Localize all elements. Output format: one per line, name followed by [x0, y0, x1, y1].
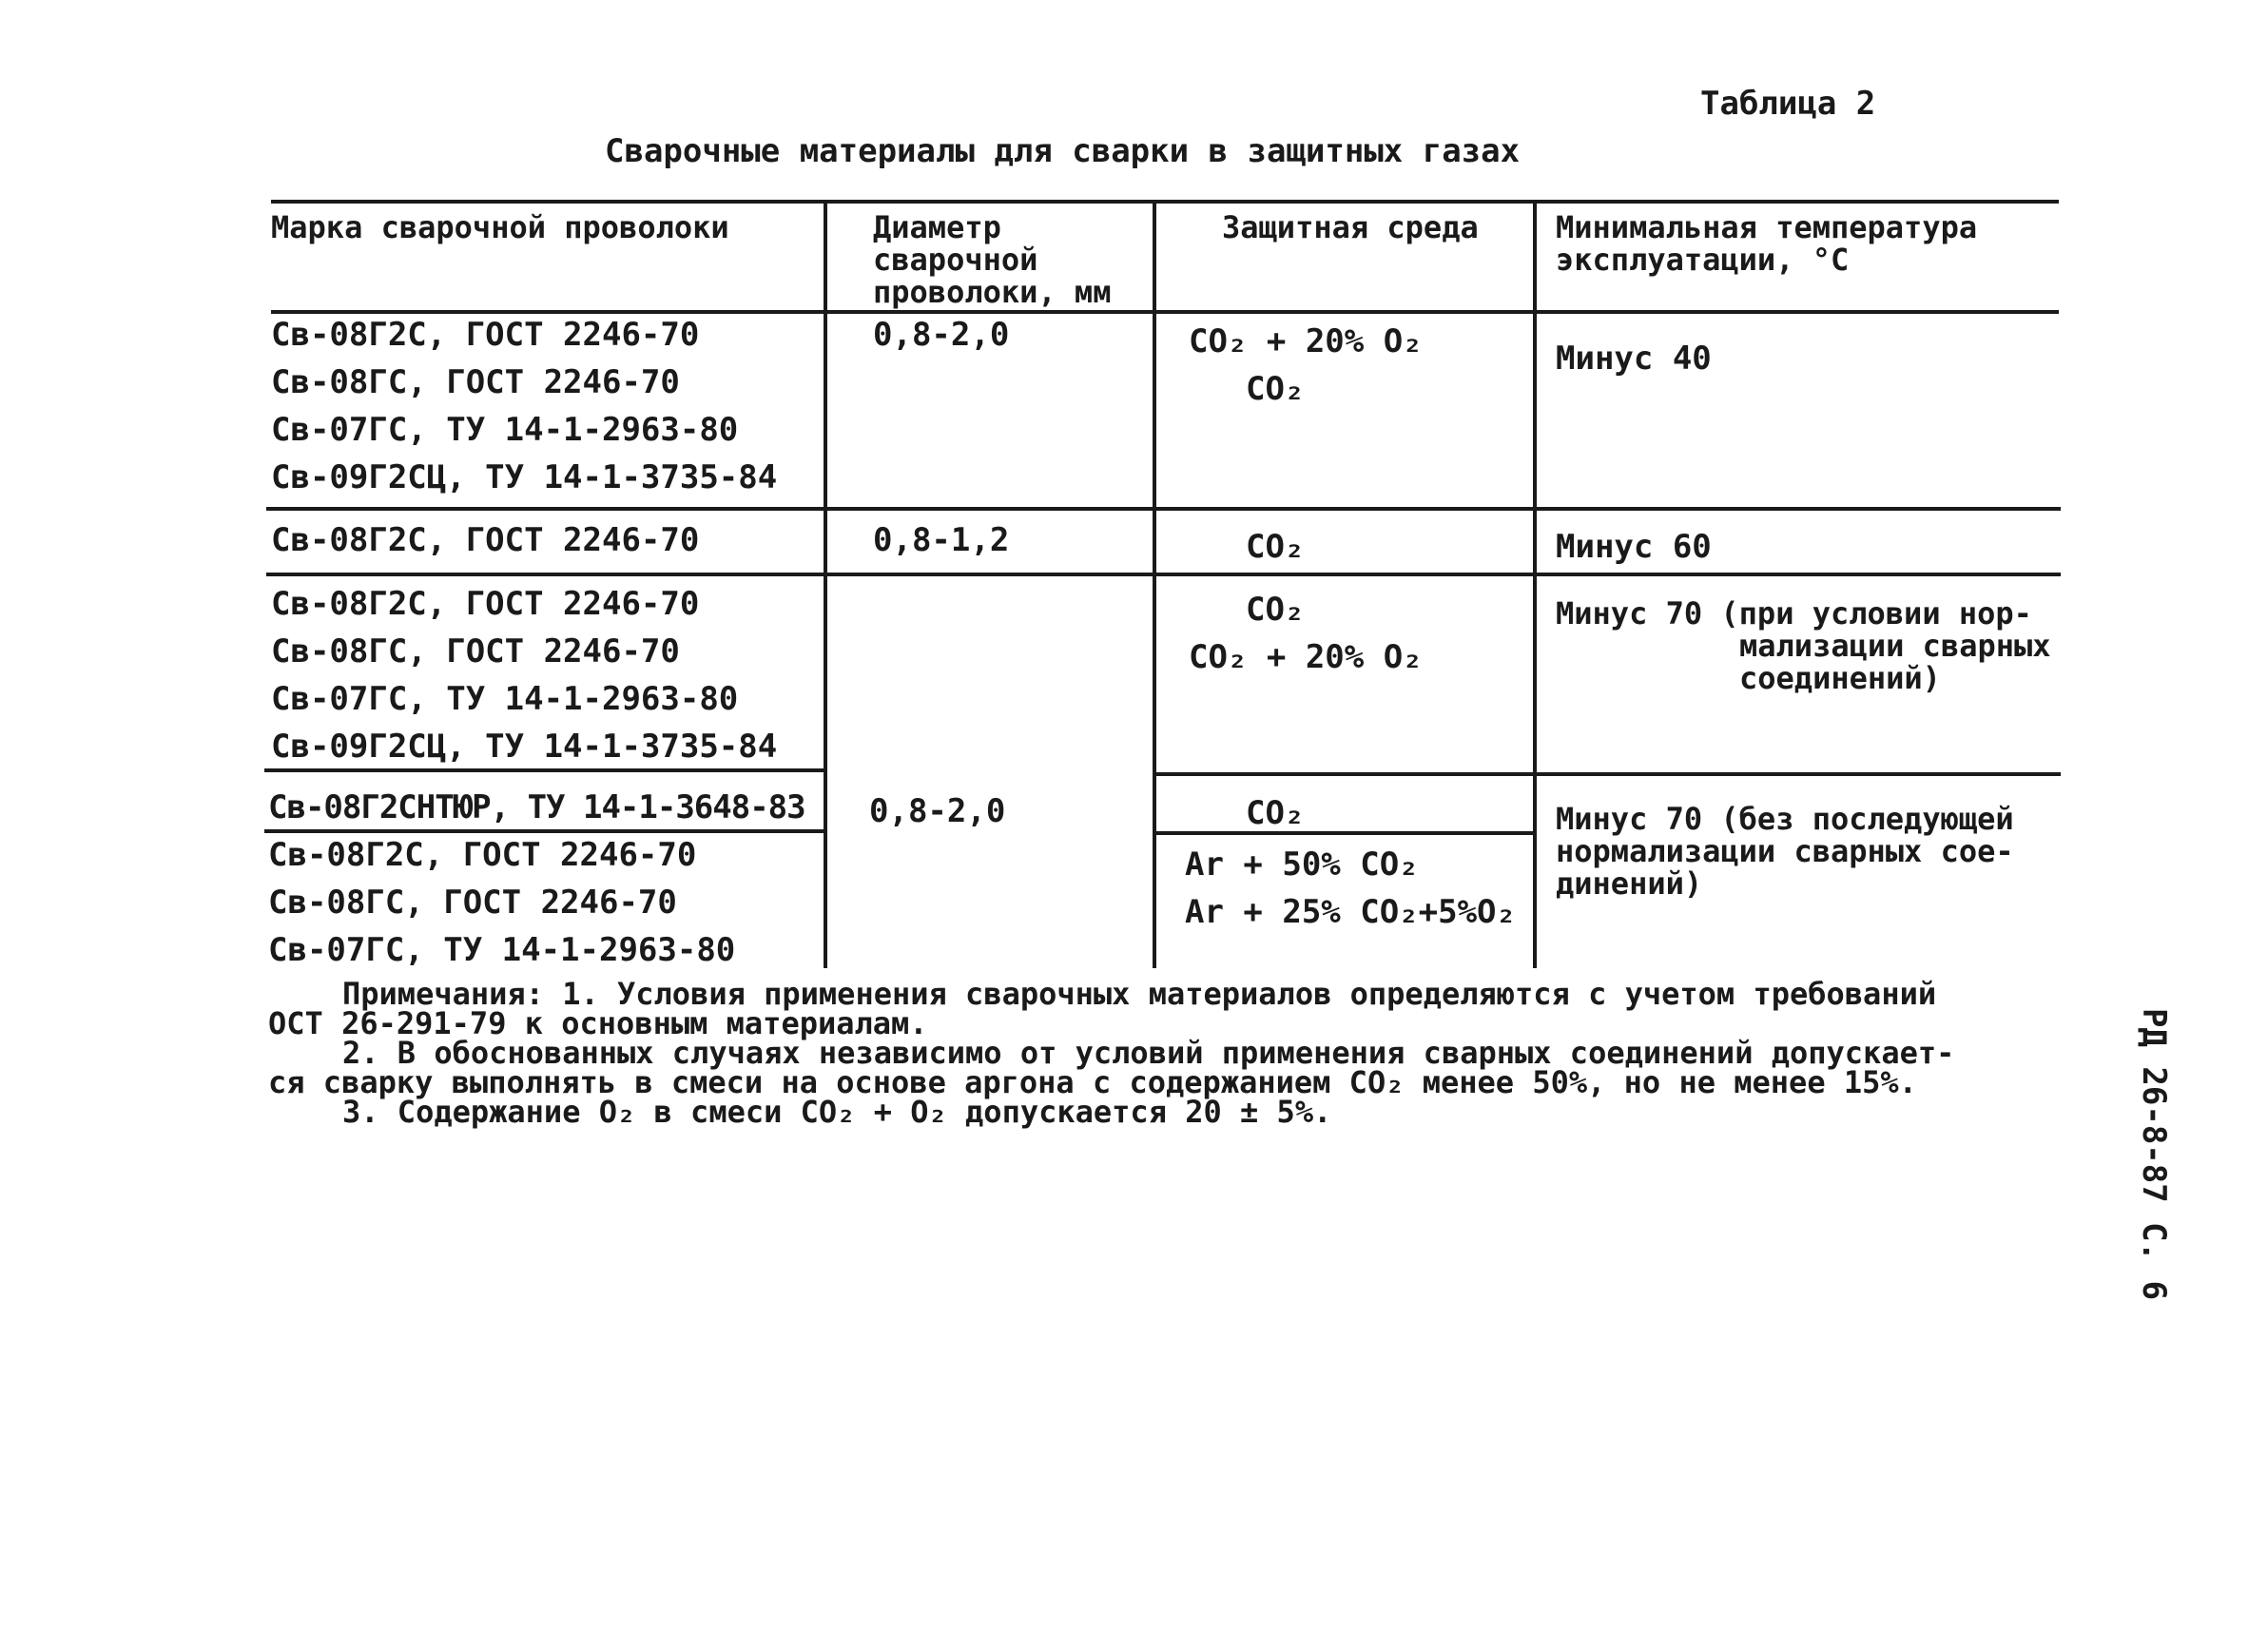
note-1b: ОСТ 26-291-79 к основным материалам.: [268, 1005, 928, 1041]
row1-wires: Св-08Г2С, ГОСТ 2246-70 Св-08ГС, ГОСТ 2246-70 Св-07ГС, ТУ 14-1-2963-80 Св-09Г2СЦ, ТУ 14-1-3735-84: [271, 316, 778, 496]
row4-temperature: Минус 70 (без последующей нормализации сварных сое- динений): [1556, 801, 2014, 902]
row1-temperature: Минус 40: [1556, 340, 1712, 378]
row4-media-bottom-rule: [1153, 831, 1535, 835]
row3-wires: Св-08Г2С, ГОСТ 2246-70 Св-08ГС, ГОСТ 2246-70 Св-07ГС, ТУ 14-1-2963-80 Св-09Г2СЦ, ТУ 14-1-3735-84: [271, 585, 778, 766]
note-3: 3. Содержание O₂ в смеси CO₂ + O₂ допускается 20 ± 5%.: [342, 1094, 1332, 1130]
header-wire-brand: Марка сварочной проволоки: [271, 209, 729, 245]
row3-media-bottom-rule: [1153, 772, 2061, 776]
side-page-label: РД 26-8-87 С. 6: [2135, 1008, 2173, 1301]
note-2a: 2. В обоснованных случаях независимо от условий применения сварных соединений допускает-: [342, 1035, 1955, 1071]
row2-temperature: Минус 60: [1556, 528, 1712, 566]
notes: [268, 976, 1955, 1130]
row2-diameter: 0,8-1,2: [873, 521, 1010, 559]
row3-media: CO₂ CO₂ + 20% O₂: [1189, 591, 1423, 676]
table-top-rule: [271, 200, 2059, 204]
row1-bottom-rule: [266, 507, 2061, 511]
column-divider-2: [1153, 200, 1156, 968]
note-2b: ся сварку выполнять в смеси на основе аргона с содержанием CO₂ менее 50%, но не менее 15%.: [268, 1064, 1917, 1100]
row4-diameter: 0,8-2,0: [869, 792, 1006, 830]
row2-bottom-rule: [266, 573, 2061, 576]
row3-temperature: Минус 70 (при условии нор- мализации сварных соединений): [1556, 595, 2051, 696]
header-temperature: Минимальная температура эксплуатации, °С: [1556, 209, 1978, 278]
header-medium: Защитная среда: [1222, 209, 1479, 245]
column-divider-1: [824, 200, 827, 968]
note-1a: Примечания: 1. Условия применения сварочных материалов определяются с учетом требований: [342, 976, 1937, 1012]
row2-media: CO₂: [1246, 528, 1305, 566]
table-title: Сварочные материалы для сварки в защитных газах: [605, 132, 1521, 170]
row4-wires: Св-08Г2СНТЮР, ТУ 14-1-3648-83: [268, 788, 805, 826]
row5-wires: Св-08Г2С, ГОСТ 2246-70 Св-08ГС, ГОСТ 2246-70 Св-07ГС, ТУ 14-1-2963-80: [268, 836, 736, 969]
row4-media: CO₂: [1246, 794, 1305, 832]
column-divider-3: [1533, 200, 1537, 968]
row1-diameter: 0,8-2,0: [873, 316, 1010, 354]
row2-wires: Св-08Г2С, ГОСТ 2246-70: [271, 521, 700, 559]
row5-media: Ar + 50% CO₂ Ar + 25% CO₂+5%O₂: [1185, 845, 1516, 931]
row1-media: CO₂ + 20% O₂ CO₂: [1189, 322, 1423, 408]
table-label: Таблица 2: [1700, 85, 1876, 123]
header-diameter: Диаметр сварочной проволоки, мм: [873, 209, 1112, 310]
